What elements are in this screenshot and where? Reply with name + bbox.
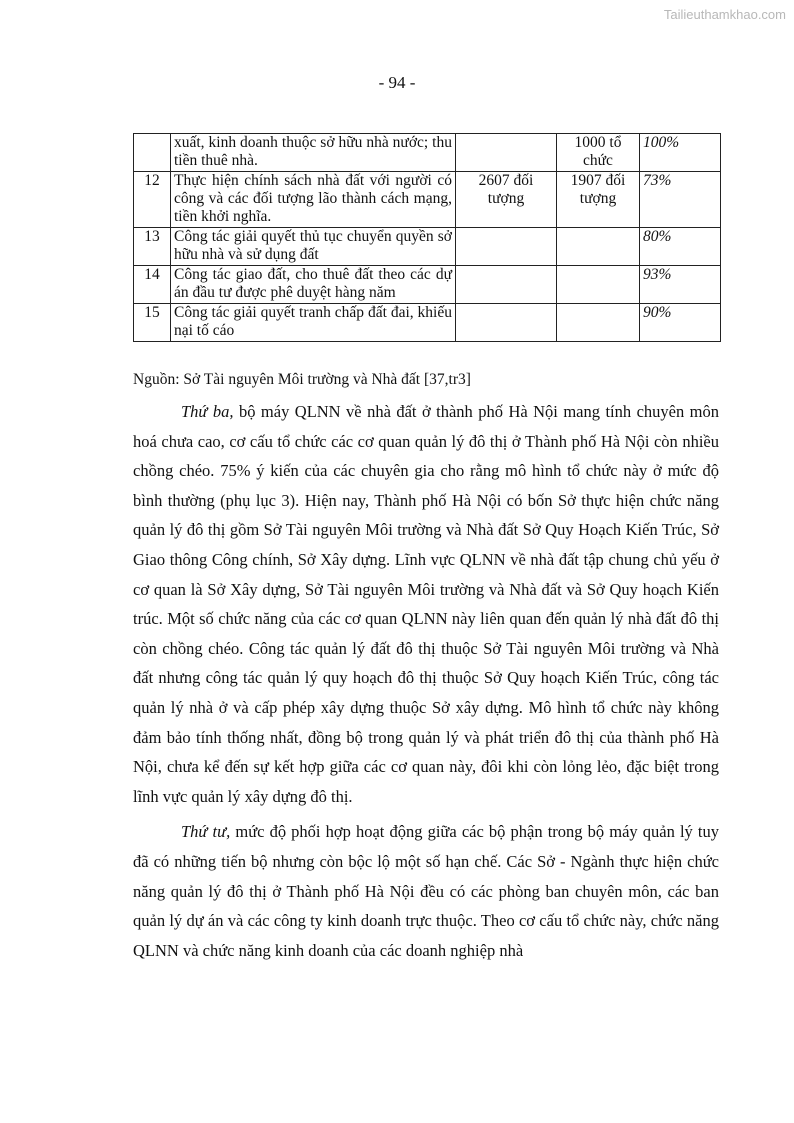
paragraph bbox=[133, 817, 719, 965]
paragraph-text: mức độ phối hợp hoạt động giữa các bộ phận trong bộ máy quản lý tuy đã có những tiến bộ nhưng còn bộc lộ một số hạn chế. Các Sở - Ngành thực hiện chức năng quản lý đô thị ở Thành phố Hà Nội đều có các phòng ban chuyên môn, các ban quản lý dự án và các công ty kinh doanh trực thuộc. Theo cơ cấu tổ chức này, chức năng QLNN và chức năng kinh doanh của các doanh nghiệp nhà bbox=[133, 822, 719, 960]
row-percent: 100% bbox=[640, 134, 721, 172]
page-number: - 94 - bbox=[378, 73, 416, 92]
row-plan-value bbox=[456, 266, 557, 304]
row-result-value: 1000 tổ chức bbox=[557, 134, 640, 172]
row-plan-value bbox=[456, 134, 557, 172]
row-description: xuất, kinh doanh thuộc sở hữu nhà nước; thu tiền thuê nhà. bbox=[171, 134, 456, 172]
row-number bbox=[134, 134, 171, 172]
row-result-value: 1907 đối tượng bbox=[557, 172, 640, 228]
paragraph-lead: Thứ ba, bbox=[181, 402, 234, 421]
row-description: Công tác giải quyết thủ tục chuyển quyền sở hữu nhà và sử dụng đất bbox=[171, 228, 456, 266]
row-description: Công tác giải quyết tranh chấp đất đai, khiếu nại tố cáo bbox=[171, 304, 456, 342]
row-result-value bbox=[557, 228, 640, 266]
body-text bbox=[133, 397, 719, 971]
table-source-note: Nguồn: Sở Tài nguyên Môi trường và Nhà đất [37,tr3] bbox=[133, 371, 471, 388]
row-plan-value bbox=[456, 304, 557, 342]
row-description: Thực hiện chính sách nhà đất với người có công và các đối tượng lão thành cách mạng, tiền khởi nghĩa. bbox=[171, 172, 456, 228]
table-row bbox=[134, 134, 721, 172]
results-table bbox=[133, 133, 721, 342]
paragraph-lead: Thứ tư, bbox=[181, 822, 231, 842]
row-number: 12 bbox=[134, 172, 171, 228]
row-result-value bbox=[557, 304, 640, 342]
row-number: 13 bbox=[134, 228, 171, 266]
paragraph bbox=[133, 397, 719, 811]
table-row bbox=[134, 266, 721, 304]
row-description: Công tác giao đất, cho thuê đất theo các dự án đầu tư được phê duyệt hàng năm bbox=[171, 266, 456, 304]
table-row bbox=[134, 304, 721, 342]
row-result-value bbox=[557, 266, 640, 304]
row-plan-value bbox=[456, 228, 557, 266]
row-percent: 90% bbox=[640, 304, 721, 342]
row-percent: 93% bbox=[640, 266, 721, 304]
row-number: 15 bbox=[134, 304, 171, 342]
row-plan-value: 2607 đối tượng bbox=[456, 172, 557, 228]
row-percent: 80% bbox=[640, 228, 721, 266]
row-percent: 73% bbox=[640, 172, 721, 228]
table-row bbox=[134, 228, 721, 266]
table-row bbox=[134, 172, 721, 228]
row-number: 14 bbox=[134, 266, 171, 304]
paragraph-text: bộ máy QLNN về nhà đất ở thành phố Hà Nội mang tính chuyên môn hoá chưa cao, cơ cấu tổ chức các cơ quan quản lý đô thị ở Thành phố Hà Nội còn nhiều chồng chéo. 75% ý kiến của các chuyên gia cho rằng mô hình tổ chức này ở mức độ bình thường (phụ lục 3). Hiện nay, Thành phố Hà Nội có bốn Sở thực hiện chức năng quản lý đô thị gồm Sở Tài nguyên Môi trường và Nhà đất Sở Quy Hoạch Kiến Trúc, Sở Giao thông Công chính, Sở Xây dựng. Lĩnh vực QLNN về nhà đất tập chung chủ yếu ở cơ quan là Sở Xây dựng, Sở Tài nguyên Môi trường và Nhà đất và Sở Quy hoạch Kiến trúc. Một số chức năng của các cơ quan QLNN này liên quan đến quản lý nhà đất đô thị còn chồng chéo. Công tác quản lý đất đô thị thuộc Sở Tài nguyên Môi trường và Nhà đất nhưng công tác quản lý quy hoạch đô thị thuộc Sở Quy hoạch Kiến Trúc, công tác quản lý nhà ở và cấp phép xây dựng thuộc Sở xây dựng. Mô hình tổ chức này không đảm bảo tính thống nhất, đồng bộ trong quản lý và phát triển đô thị của thành phố Hà Nội, chưa kể đến sự kết hợp giữa các cơ quan này, đôi khi còn lỏng lẻo, đặc biệt trong lĩnh vực quản lý xây dựng đô thị. bbox=[133, 402, 720, 806]
watermark: Tailieuthamkhao.com bbox=[663, 7, 786, 22]
